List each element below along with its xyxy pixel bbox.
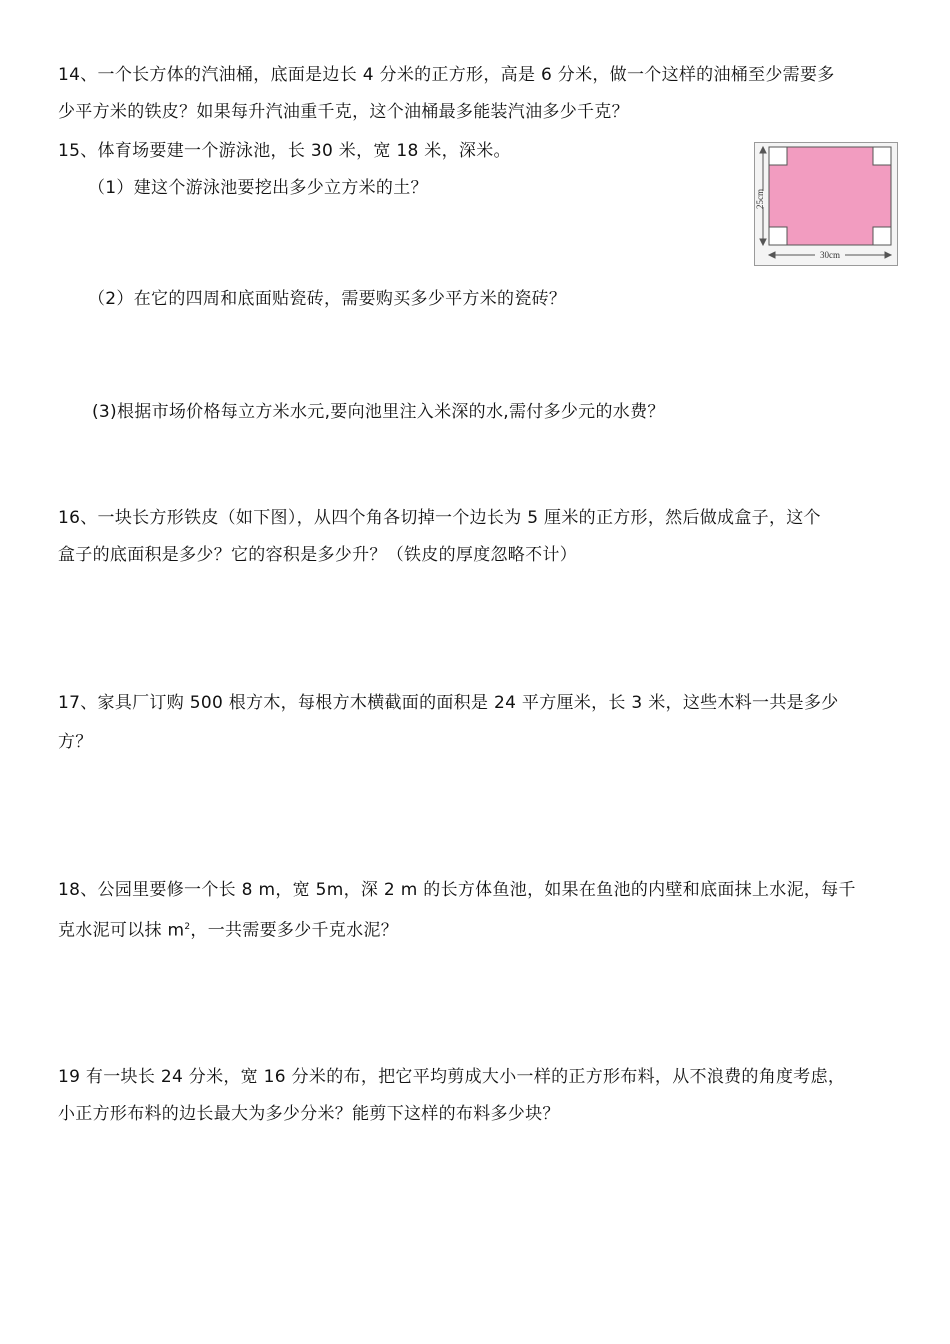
corner-cut-top-right [873, 147, 891, 165]
q18-line-1: 18、公园里要修一个长 8 m，宽 5m，深 2 m 的长方体鱼池，如果在鱼池的内壁和底面抹上水泥，每千 [58, 880, 856, 900]
corner-cut-bottom-left [769, 227, 787, 245]
q18-line-2-rest: ，一共需要多少千克水泥？ [190, 920, 399, 941]
q18-unit-superscript: 2 [184, 922, 191, 932]
q19-line-1: 19 有一块长 24 分米，宽 16 分米的布，把它平均剪成大小一样的正方形布料，从不浪费的角度考虑， [58, 1067, 846, 1087]
q17-line-2: 方？ [58, 732, 93, 752]
sheet-diagram [754, 142, 898, 266]
q16-line-1: 16、一块长方形铁皮（如下图），从四个角各切掉一个边长为 5 厘米的正方形，然后做成盒子，这个 [58, 508, 821, 528]
q16-line-2: 盒子的底面积是多少？它的容积是多少升？（铁皮的厚度忽略不计） [58, 545, 577, 565]
corner-cut-bottom-right [873, 227, 891, 245]
width-label: 30cm [820, 250, 840, 260]
q14-line-1: 14、一个长方体的汽油桶，底面是边长 4 分米的正方形，高是 6 分米，做一个这样的油桶至少需要多 [58, 65, 835, 85]
q19-line-2: 小正方形布料的边长最大为多少分米？能剪下这样的布料多少块？ [58, 1104, 560, 1124]
q18-line-2 [58, 916, 398, 942]
q18-line-2-text: 克水泥可以抹 m [58, 920, 185, 941]
q15-part-1: （1）建这个游泳池要挖出多少立方米的土？ [88, 178, 428, 198]
q14-line-2: 少平方米的铁皮？如果每升汽油重千克，这个油桶最多能装汽油多少千克？ [58, 102, 629, 122]
height-label: 25cm [755, 189, 765, 209]
sheet-diagram-svg [755, 143, 897, 265]
q15-part-3: (3)根据市场价格每立方米水元,要向池里注入米深的水,需付多少元的水费？ [92, 402, 665, 422]
q17-line-1: 17、家具厂订购 500 根方木，每根方木横截面的面积是 24 平方厘米，长 3 米，这些木料一共是多少 [58, 693, 839, 713]
q15-part-2: （2）在它的四周和底面贴瓷砖，需要购买多少平方米的瓷砖？ [88, 289, 567, 309]
q15-intro: 15、体育场要建一个游泳池，长 30 米，宽 18 米，深米。 [58, 141, 511, 161]
corner-cut-top-left [769, 147, 787, 165]
